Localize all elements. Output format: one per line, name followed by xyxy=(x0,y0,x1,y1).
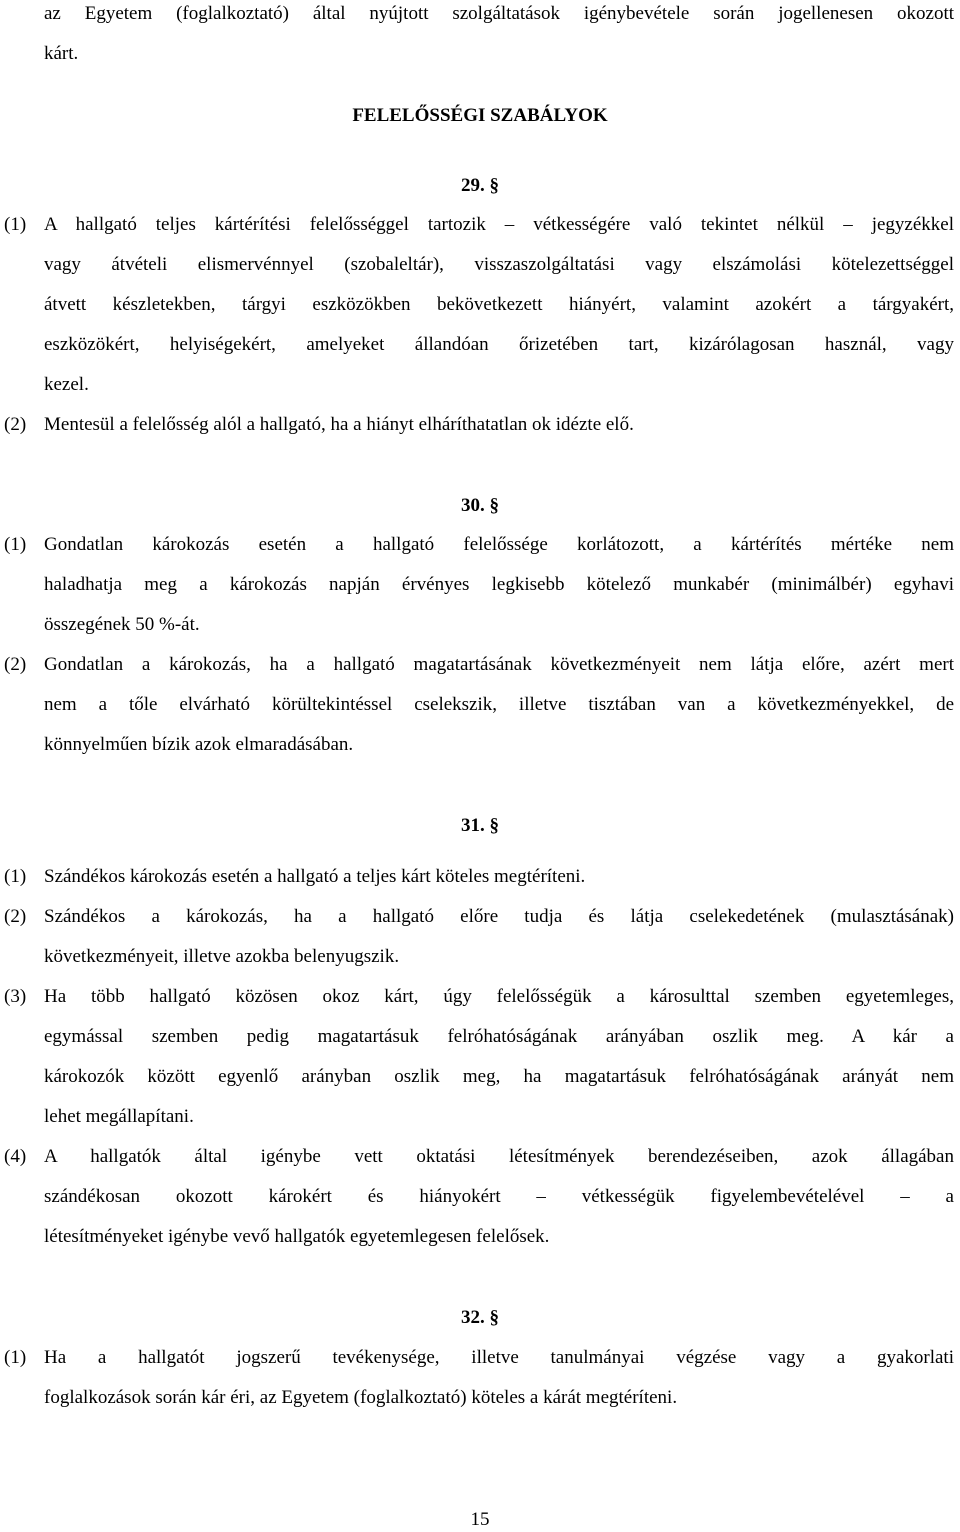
text-line: A hallgatók által igénybe vett oktatási létesítmények berendezéseiben, azok állagában xyxy=(44,1146,954,1167)
text-line: A hallgató teljes kártérítési felelősséggel tartozik – vétkességére való tekintet nélkül – jegyzékkel xyxy=(44,214,954,235)
text-line: vagy átvételi elismervénnyel (szobaleltár), visszaszolgáltatási vagy elszámolási kötelezettséggel xyxy=(44,254,954,275)
text-line: haladhatja meg a károkozás napján érvényes legkisebb kötelező munkabér (minimálbér) egyhavi xyxy=(44,574,954,595)
section-title: FELELŐSSÉGI SZABÁLYOK xyxy=(352,105,608,126)
text-line: károkozók között egyenlő arányban oszlik meg, ha magatartásuk felróhatóságának arányát nem xyxy=(44,1066,954,1087)
paragraph-heading-31: 31. § xyxy=(461,815,499,836)
text-line: következményeit, illetve azokba belenyugszik. xyxy=(44,946,400,967)
text-line: eszközökért, helyiségekért, amelyeket állandóan őrizetében tart, kizárólagosan használ, vagy xyxy=(44,334,954,355)
intro-line: az Egyetem (foglalkoztató) által nyújtott szolgáltatások igénybevétele során jogellenesen okozott xyxy=(44,3,954,24)
text-line: átvett készletekben, tárgyi eszközökben bekövetkezett hiányért, valamint azokért a tárgyakért, xyxy=(44,294,954,315)
item-number: (2) xyxy=(4,414,27,435)
paragraph-heading-32: 32. § xyxy=(461,1307,499,1328)
text-line: lehet megállapítani. xyxy=(44,1106,194,1127)
text-line: szándékosan okozott károkért és hiányokért – vétkességük figyelembevételével – a xyxy=(44,1186,954,1207)
text-line: Ha több hallgató közösen okoz kárt, úgy felelősségük a károsulttal szemben egyetemleges, xyxy=(44,986,954,1007)
item-number: (1) xyxy=(4,534,27,555)
text-line: Gondatlan a károkozás, ha a hallgató magatartásának következményeit nem látja előre, azért mert xyxy=(44,654,954,675)
item-number: (4) xyxy=(4,1146,27,1167)
text-line: összegének 50 %-át. xyxy=(44,614,200,635)
text-line: könnyelműen bízik azok elmaradásában. xyxy=(44,734,354,755)
page-number: 15 xyxy=(470,1509,490,1530)
intro-line: kárt. xyxy=(44,43,79,64)
text-line: létesítményeket igénybe vevő hallgatók egyetemlegesen felelősek. xyxy=(44,1226,550,1247)
item-number: (1) xyxy=(4,1347,27,1368)
item-number: (2) xyxy=(4,654,27,675)
item-number: (2) xyxy=(4,906,27,927)
paragraph-heading-30: 30. § xyxy=(461,495,499,516)
item-number: (1) xyxy=(4,214,27,235)
text-line: Ha a hallgatót jogszerű tevékenysége, illetve tanulmányai végzése vagy a gyakorlati xyxy=(44,1347,954,1368)
text-line: Szándékos károkozás esetén a hallgató a teljes kárt köteles megtéríteni. xyxy=(44,866,586,887)
text-line: egymással szemben pedig magatartásuk felróhatóságának arányában oszlik meg. A kár a xyxy=(44,1026,954,1047)
text-line: Szándékos a károkozás, ha a hallgató előre tudja és látja cselekedetének (mulasztásának) xyxy=(44,906,954,927)
paragraph-heading-29: 29. § xyxy=(461,175,499,196)
text-line: Gondatlan károkozás esetén a hallgató felelőssége korlátozott, a kártérítés mértéke nem xyxy=(44,534,954,555)
text-line: Mentesül a felelősség alól a hallgató, ha a hiányt elháríthatatlan ok idézte elő. xyxy=(44,414,634,435)
item-number: (3) xyxy=(4,986,27,1007)
text-line: kezel. xyxy=(44,374,89,395)
text-line: foglalkozások során kár éri, az Egyetem (foglalkoztató) köteles a kárát megtéríteni. xyxy=(44,1387,678,1408)
item-number: (1) xyxy=(4,866,27,887)
text-line: nem a tőle elvárható körültekintéssel cselekszik, illetve tisztában van a következményekkel, de xyxy=(44,694,954,715)
